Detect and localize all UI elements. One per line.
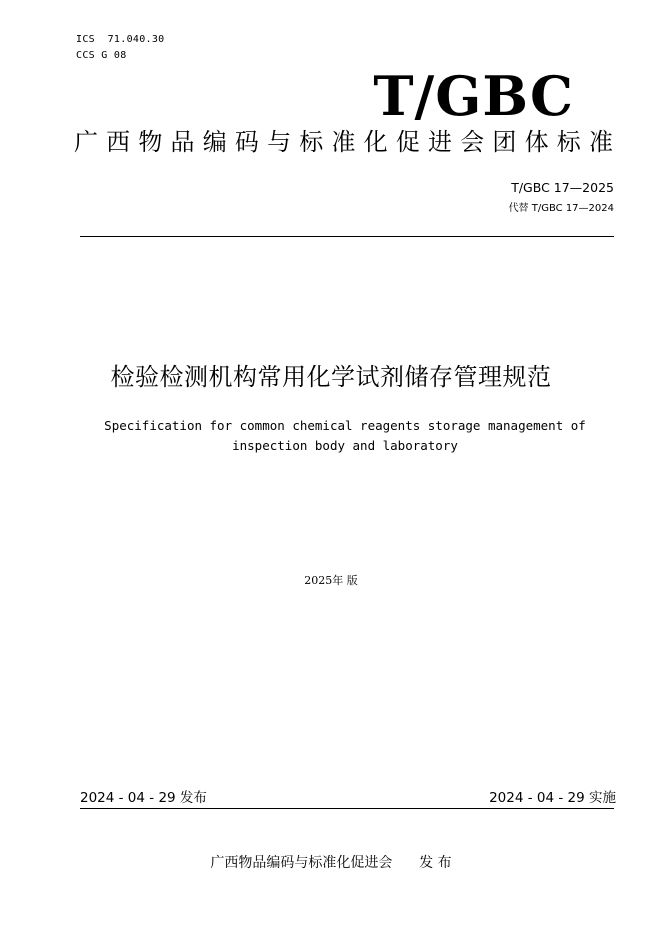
- issue-word: 发 布: [419, 855, 452, 871]
- issuer-name: 广西物品编码与标准化促进会: [210, 855, 393, 871]
- implement-date: 2024 - 04 - 29 实施: [489, 790, 616, 806]
- standard-number: T/GBC 17—2025: [511, 180, 614, 195]
- standard-logo: T/GBC: [373, 64, 574, 128]
- title-en-line-2: inspection body and laboratory: [232, 438, 458, 453]
- issuing-body: [0, 853, 662, 873]
- ics-code: ICS 71.040.30: [76, 34, 165, 45]
- edition-label: 2025年 版: [304, 574, 358, 587]
- document-title-cn: 检验检测机构常用化学试剂储存管理规范: [110, 363, 552, 391]
- replaces-standard: 代替 T/GBC 17—2024: [508, 203, 614, 214]
- classification-codes: [76, 32, 165, 64]
- footer-divider: [80, 808, 614, 809]
- publish-date: 2024 - 04 - 29 发布: [80, 790, 207, 806]
- ccs-code: CCS G 08: [76, 50, 127, 61]
- title-en-line-1: Specification for common chemical reagents storage management of: [104, 418, 586, 433]
- association-standard-heading: 广西物品编码与标准化促进会团体标准: [74, 128, 614, 156]
- header-divider: [80, 236, 614, 237]
- document-title-en: [70, 416, 620, 456]
